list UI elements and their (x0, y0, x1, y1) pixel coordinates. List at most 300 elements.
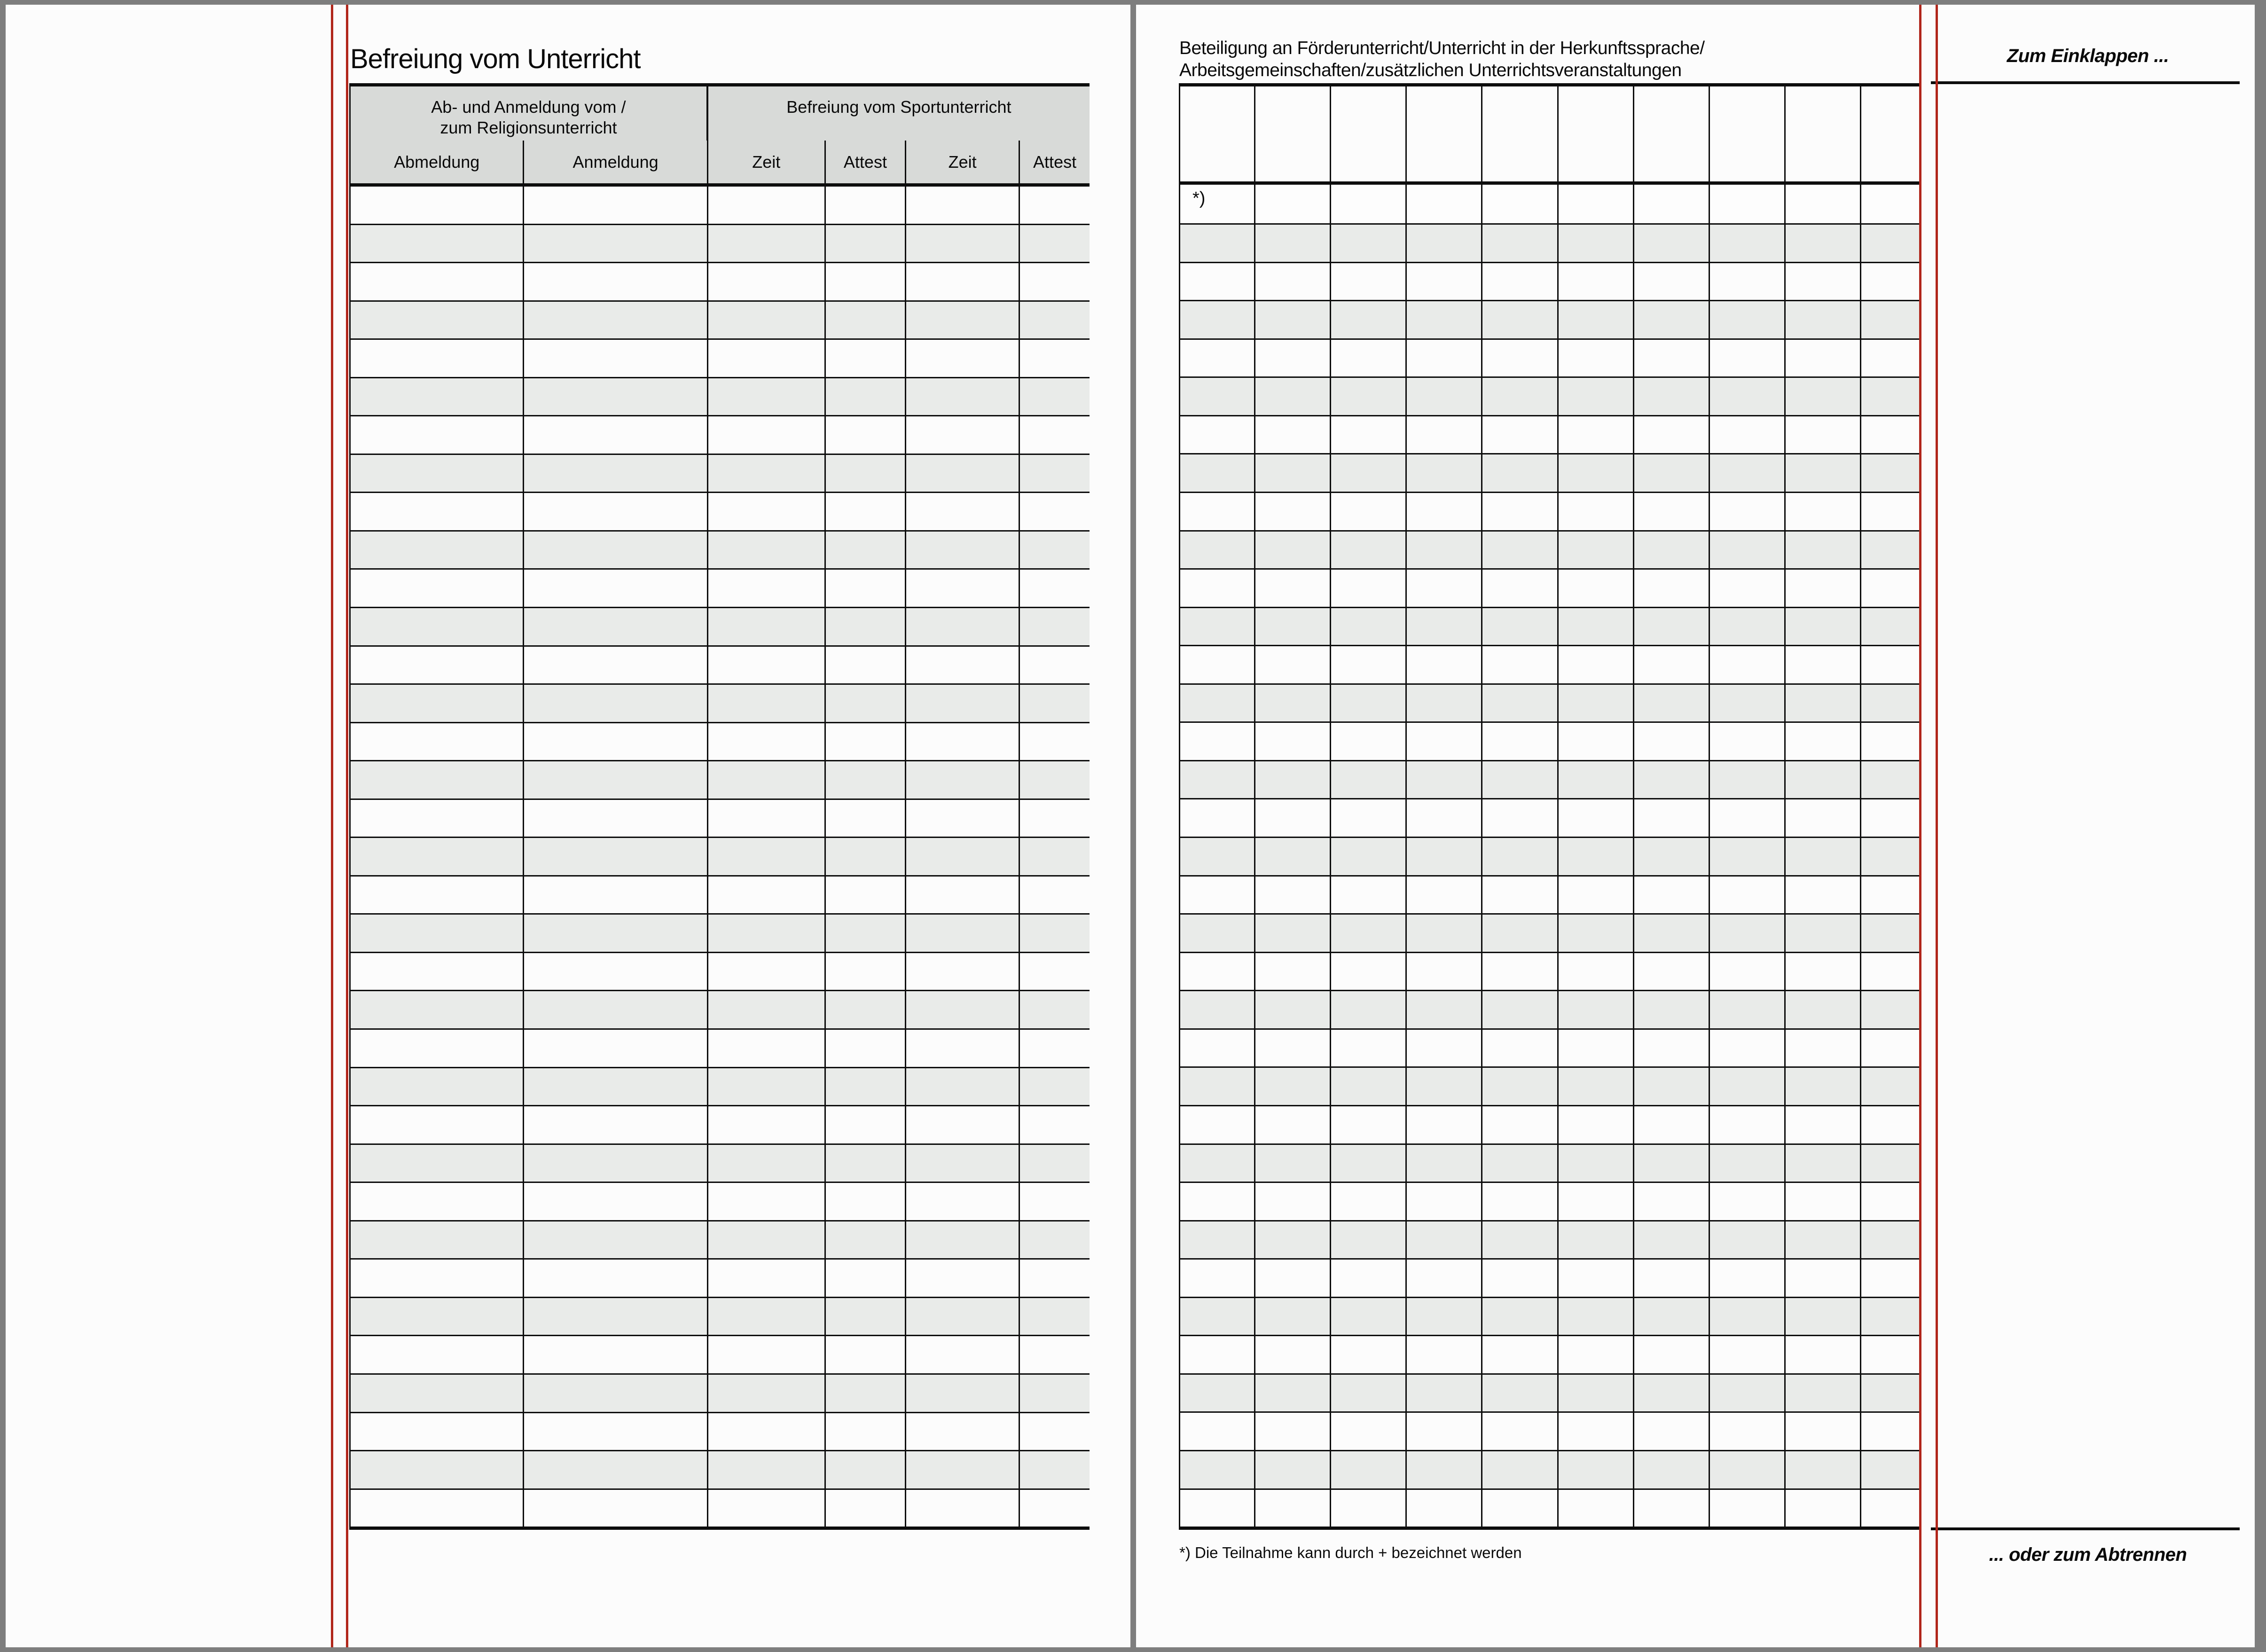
table-row (351, 837, 1090, 875)
table-cell (1710, 723, 1786, 760)
table-cell (1786, 877, 1861, 914)
table-cell (1710, 301, 1786, 338)
table-cell (1407, 1490, 1482, 1527)
table-cell (1559, 454, 1634, 492)
table-cell (1482, 570, 1558, 607)
table-cell (351, 1490, 524, 1527)
table-cell (1786, 225, 1861, 262)
table-cell (1331, 953, 1407, 990)
table-cell (1331, 646, 1407, 683)
table-cell (826, 838, 906, 875)
table-cell (1559, 991, 1634, 1028)
left-table-body (351, 187, 1090, 1527)
table-cell (1255, 953, 1331, 990)
right-page-title (1179, 37, 1705, 81)
table-cell (1710, 608, 1786, 645)
table-cell (826, 685, 906, 722)
table-cell (1255, 685, 1331, 722)
table-cell (1331, 685, 1407, 722)
table-cell (1255, 877, 1331, 914)
table-row (1180, 492, 1921, 530)
table-cell (351, 263, 524, 300)
table-row (1180, 1220, 1921, 1259)
table-cell (708, 1336, 826, 1373)
table-cell (1861, 570, 1921, 607)
table-cell (524, 647, 708, 684)
table-cell (1407, 915, 1482, 952)
table-cell (826, 953, 906, 990)
table-row (351, 187, 1090, 224)
fold-line-right-outer (1936, 5, 1938, 1647)
table-cell (1786, 991, 1861, 1028)
table-cell (1710, 1413, 1786, 1450)
table-cell (351, 570, 524, 607)
table-cell (1255, 1375, 1331, 1412)
table-cell (351, 532, 524, 569)
table-cell (1559, 646, 1634, 683)
table-cell (351, 1298, 524, 1335)
table-cell (1255, 1451, 1331, 1488)
table-cell (1786, 532, 1861, 569)
table-row (351, 568, 1090, 607)
table-row (1180, 913, 1921, 952)
table-cell (1020, 1298, 1090, 1335)
table-cell (1407, 454, 1482, 492)
table-cell (1180, 225, 1255, 262)
table-cell (1786, 799, 1861, 837)
table-cell (1786, 1030, 1861, 1067)
table-cell (906, 1145, 1020, 1182)
table-cell (826, 1030, 906, 1067)
table-cell (524, 187, 708, 224)
table-cell (1710, 953, 1786, 990)
table-cell (1255, 532, 1331, 569)
table-cell (524, 1068, 708, 1105)
table-cell (826, 416, 906, 454)
table-cell (708, 647, 826, 684)
table-cell (1559, 1068, 1634, 1105)
table-cell (1559, 185, 1634, 223)
table-cell (708, 1298, 826, 1335)
table-cell (1634, 1413, 1710, 1450)
table-cell (708, 1221, 826, 1259)
table-row (1180, 990, 1921, 1028)
table-cell (1861, 185, 1921, 223)
table-cell (1255, 1260, 1331, 1297)
table-cell (1559, 301, 1634, 338)
table-row (1180, 1143, 1921, 1182)
table-cell (524, 1375, 708, 1412)
table-cell (1482, 263, 1558, 300)
table-cell (906, 800, 1020, 837)
table-cell (1710, 416, 1786, 454)
table-cell (1786, 340, 1861, 377)
table-cell (708, 455, 826, 492)
table-cell (1020, 1183, 1090, 1220)
table-cell (906, 915, 1020, 952)
table-cell (1331, 570, 1407, 607)
table-cell (1407, 416, 1482, 454)
table-cell (524, 225, 708, 262)
table-cell (1482, 1413, 1558, 1450)
table-cell (1407, 1413, 1482, 1450)
table-cell (1559, 608, 1634, 645)
table-cell (906, 647, 1020, 684)
table-cell (1407, 723, 1482, 760)
table-cell (1786, 185, 1861, 223)
table-cell (1634, 685, 1710, 722)
table-cell (1180, 685, 1255, 722)
flap-label-fold-in: Zum Einklappen ... (2007, 46, 2169, 66)
table-cell (826, 225, 906, 262)
table-cell (1407, 86, 1482, 181)
table-cell (1559, 340, 1634, 377)
table-cell (826, 877, 906, 914)
table-cell (1559, 685, 1634, 722)
table-cell (1255, 838, 1331, 875)
table-cell (1861, 799, 1921, 837)
table-cell (1559, 416, 1634, 454)
table-cell (1559, 225, 1634, 262)
table-cell (1255, 570, 1331, 607)
table-cell (1482, 1260, 1558, 1297)
table-row (351, 1488, 1090, 1527)
table-cell (1331, 1068, 1407, 1105)
table-cell (524, 340, 708, 377)
table-cell (1255, 185, 1331, 223)
table-cell (524, 1451, 708, 1488)
table-cell (1786, 915, 1861, 952)
table-cell (1331, 1221, 1407, 1259)
table-cell (1861, 86, 1921, 181)
table-cell (351, 187, 524, 224)
table-cell (1331, 1030, 1407, 1067)
table-cell (826, 647, 906, 684)
table-cell (708, 838, 826, 875)
table-row (1180, 1182, 1921, 1220)
table-cell (1180, 838, 1255, 875)
table-cell (1255, 340, 1331, 377)
table-cell (351, 1260, 524, 1297)
table-cell (708, 1451, 826, 1488)
table-cell (1407, 1260, 1482, 1297)
table-cell (1180, 1106, 1255, 1143)
table-cell (1710, 532, 1786, 569)
table-cell (1407, 1145, 1482, 1182)
table-cell (1407, 1068, 1482, 1105)
table-cell (1634, 1490, 1710, 1527)
table-cell (906, 761, 1020, 799)
table-cell (1482, 454, 1558, 492)
table-cell (524, 532, 708, 569)
table-cell (1634, 301, 1710, 338)
table-cell (1020, 608, 1090, 645)
table-cell (1020, 340, 1090, 377)
table-cell (1634, 1336, 1710, 1373)
table-cell (906, 570, 1020, 607)
table-cell (1861, 838, 1921, 875)
table-row (1180, 1411, 1921, 1450)
table-cell (1020, 378, 1090, 415)
table-cell (1710, 493, 1786, 530)
table-cell (1255, 1413, 1331, 1450)
table-cell (1634, 838, 1710, 875)
table-cell (1255, 416, 1331, 454)
table-cell (351, 608, 524, 645)
table-cell (1407, 493, 1482, 530)
table-cell (1020, 416, 1090, 454)
table-cell (1634, 493, 1710, 530)
table-cell (1180, 86, 1255, 181)
table-cell (1710, 1260, 1786, 1297)
table-cell (906, 723, 1020, 760)
table-cell (1710, 1145, 1786, 1182)
right-page-title-line2: Arbeitsgemeinschaften/zusätzlichen Unterrichtsveranstaltungen (1179, 60, 1682, 80)
table-cell (1407, 570, 1482, 607)
table-cell (1786, 454, 1861, 492)
table-cell (351, 340, 524, 377)
table-cell (1255, 493, 1331, 530)
table-cell (1482, 915, 1558, 952)
table-cell (1482, 86, 1558, 181)
table-cell (826, 1413, 906, 1450)
right-table-header-row (1180, 86, 1921, 185)
table-cell (1407, 225, 1482, 262)
table-row (351, 683, 1090, 722)
table-cell (826, 1451, 906, 1488)
table-cell (708, 1413, 826, 1450)
table-cell (1331, 532, 1407, 569)
table-cell (524, 493, 708, 530)
table-row (1180, 607, 1921, 645)
table-cell (1710, 646, 1786, 683)
table-cell (1634, 532, 1710, 569)
table-cell (1482, 301, 1558, 338)
table-cell (1634, 1030, 1710, 1067)
table-cell (826, 570, 906, 607)
table-row (351, 607, 1090, 645)
table-cell (1331, 838, 1407, 875)
table-cell (1482, 225, 1558, 262)
table-cell (1180, 915, 1255, 952)
table-cell (1634, 1221, 1710, 1259)
table-cell (708, 1260, 826, 1297)
table-cell (906, 416, 1020, 454)
table-row (1180, 568, 1921, 607)
table-row (351, 224, 1090, 262)
table-cell (1861, 340, 1921, 377)
table-cell (1634, 570, 1710, 607)
table-cell (351, 991, 524, 1028)
table-cell (1634, 915, 1710, 952)
table-cell (906, 1375, 1020, 1412)
table-cell (524, 1030, 708, 1067)
table-cell (351, 225, 524, 262)
table-cell (1786, 1490, 1861, 1527)
table-cell (1559, 1260, 1634, 1297)
table-cell (351, 953, 524, 990)
table-row (351, 722, 1090, 760)
table-cell (1482, 646, 1558, 683)
table-cell (524, 378, 708, 415)
table-cell (826, 1336, 906, 1373)
table-cell (1710, 1451, 1786, 1488)
table-cell (1861, 1068, 1921, 1105)
table-cell (524, 877, 708, 914)
table-cell (826, 1068, 906, 1105)
table-cell (1482, 1298, 1558, 1335)
table-cell (1255, 378, 1331, 415)
table-cell (1559, 761, 1634, 799)
table-cell (1407, 1106, 1482, 1143)
table-cell (708, 416, 826, 454)
table-cell (1255, 799, 1331, 837)
table-cell (1634, 1106, 1710, 1143)
table-row (351, 1412, 1090, 1450)
table-cell (708, 1145, 826, 1182)
table-cell (1331, 416, 1407, 454)
table-cell (1786, 570, 1861, 607)
table-cell (524, 838, 708, 875)
table-cell (1634, 225, 1710, 262)
table-cell (1559, 1490, 1634, 1527)
table-cell (1559, 1145, 1634, 1182)
table-cell (1180, 416, 1255, 454)
table-cell (1482, 799, 1558, 837)
table-cell (524, 302, 708, 339)
table-cell (1710, 1490, 1786, 1527)
table-cell (1180, 608, 1255, 645)
table-cell (1407, 877, 1482, 914)
table-row (1180, 1258, 1921, 1297)
table-cell (1255, 1106, 1331, 1143)
table-cell (1180, 1490, 1255, 1527)
table-row (1180, 837, 1921, 875)
table-cell (1331, 1490, 1407, 1527)
group-header-sport-line1: Befreiung vom Sportunterricht (786, 97, 1011, 117)
table-cell (1407, 1451, 1482, 1488)
table-cell (906, 991, 1020, 1028)
table-cell (1786, 86, 1861, 181)
table-cell (1255, 301, 1331, 338)
table-cell (1634, 1375, 1710, 1412)
table-cell (1331, 1413, 1407, 1450)
table-cell (1331, 991, 1407, 1028)
table-row (351, 760, 1090, 799)
table-row (1180, 683, 1921, 722)
table-row (351, 1450, 1090, 1488)
table-cell (1020, 302, 1090, 339)
table-cell (826, 187, 906, 224)
table-cell (1331, 877, 1407, 914)
table-cell (524, 1221, 708, 1259)
table-cell (524, 685, 708, 722)
table-cell (1482, 340, 1558, 377)
table-cell (1634, 378, 1710, 415)
table-cell (524, 1106, 708, 1143)
table-cell (1559, 570, 1634, 607)
table-row (351, 1258, 1090, 1297)
table-cell (1786, 301, 1861, 338)
group-header-sport (708, 86, 1090, 141)
table-cell (1180, 301, 1255, 338)
table-cell (906, 340, 1020, 377)
table-row (351, 262, 1090, 300)
column-header-zeit-2: Zeit (906, 141, 1020, 183)
table-cell (351, 493, 524, 530)
table-cell (906, 302, 1020, 339)
table-cell (1331, 340, 1407, 377)
table-cell (1861, 915, 1921, 952)
table-cell (1861, 1030, 1921, 1067)
table-cell (351, 1106, 524, 1143)
table-cell (1634, 1068, 1710, 1105)
table-row (351, 913, 1090, 952)
table-row (351, 338, 1090, 377)
table-cell (351, 416, 524, 454)
table-cell (1255, 608, 1331, 645)
table-row (1180, 875, 1921, 914)
table-cell (1180, 991, 1255, 1028)
table-row (351, 415, 1090, 454)
table-row (351, 799, 1090, 837)
table-cell (1020, 493, 1090, 530)
table-cell (1255, 1336, 1331, 1373)
religion-sport-exemption-table (349, 83, 1090, 1530)
table-cell (1634, 953, 1710, 990)
table-cell (1559, 532, 1634, 569)
table-cell (1020, 1490, 1090, 1527)
table-cell (1255, 1298, 1331, 1335)
table-cell (1180, 1145, 1255, 1182)
table-cell (1020, 877, 1090, 914)
table-cell (1482, 1145, 1558, 1182)
table-cell (826, 340, 906, 377)
table-cell (524, 1145, 708, 1182)
table-row (1180, 262, 1921, 300)
column-header-anmeldung: Anmeldung (524, 141, 708, 183)
table-cell (1559, 1221, 1634, 1259)
table-row (351, 1335, 1090, 1373)
table-cell (1786, 416, 1861, 454)
table-cell (1407, 532, 1482, 569)
table-cell (1786, 1336, 1861, 1373)
table-cell (351, 1030, 524, 1067)
table-row (351, 1028, 1090, 1067)
table-cell (1020, 915, 1090, 952)
table-cell (826, 800, 906, 837)
right-table-body (1180, 225, 1921, 1527)
fold-line-left-inner (346, 5, 348, 1647)
table-cell (1710, 1298, 1786, 1335)
table-cell (1710, 1336, 1786, 1373)
table-cell (1786, 723, 1861, 760)
table-cell (1482, 1221, 1558, 1259)
table-cell (708, 570, 826, 607)
table-cell (1861, 761, 1921, 799)
table-cell (1482, 838, 1558, 875)
table-cell (524, 761, 708, 799)
table-cell (1634, 1145, 1710, 1182)
table-cell (1559, 1183, 1634, 1220)
table-cell (1407, 185, 1482, 223)
table-cell (1710, 263, 1786, 300)
table-cell (1331, 761, 1407, 799)
table-cell (1861, 416, 1921, 454)
table-cell (1559, 877, 1634, 914)
table-cell (1861, 1221, 1921, 1259)
table-row (1180, 721, 1921, 760)
